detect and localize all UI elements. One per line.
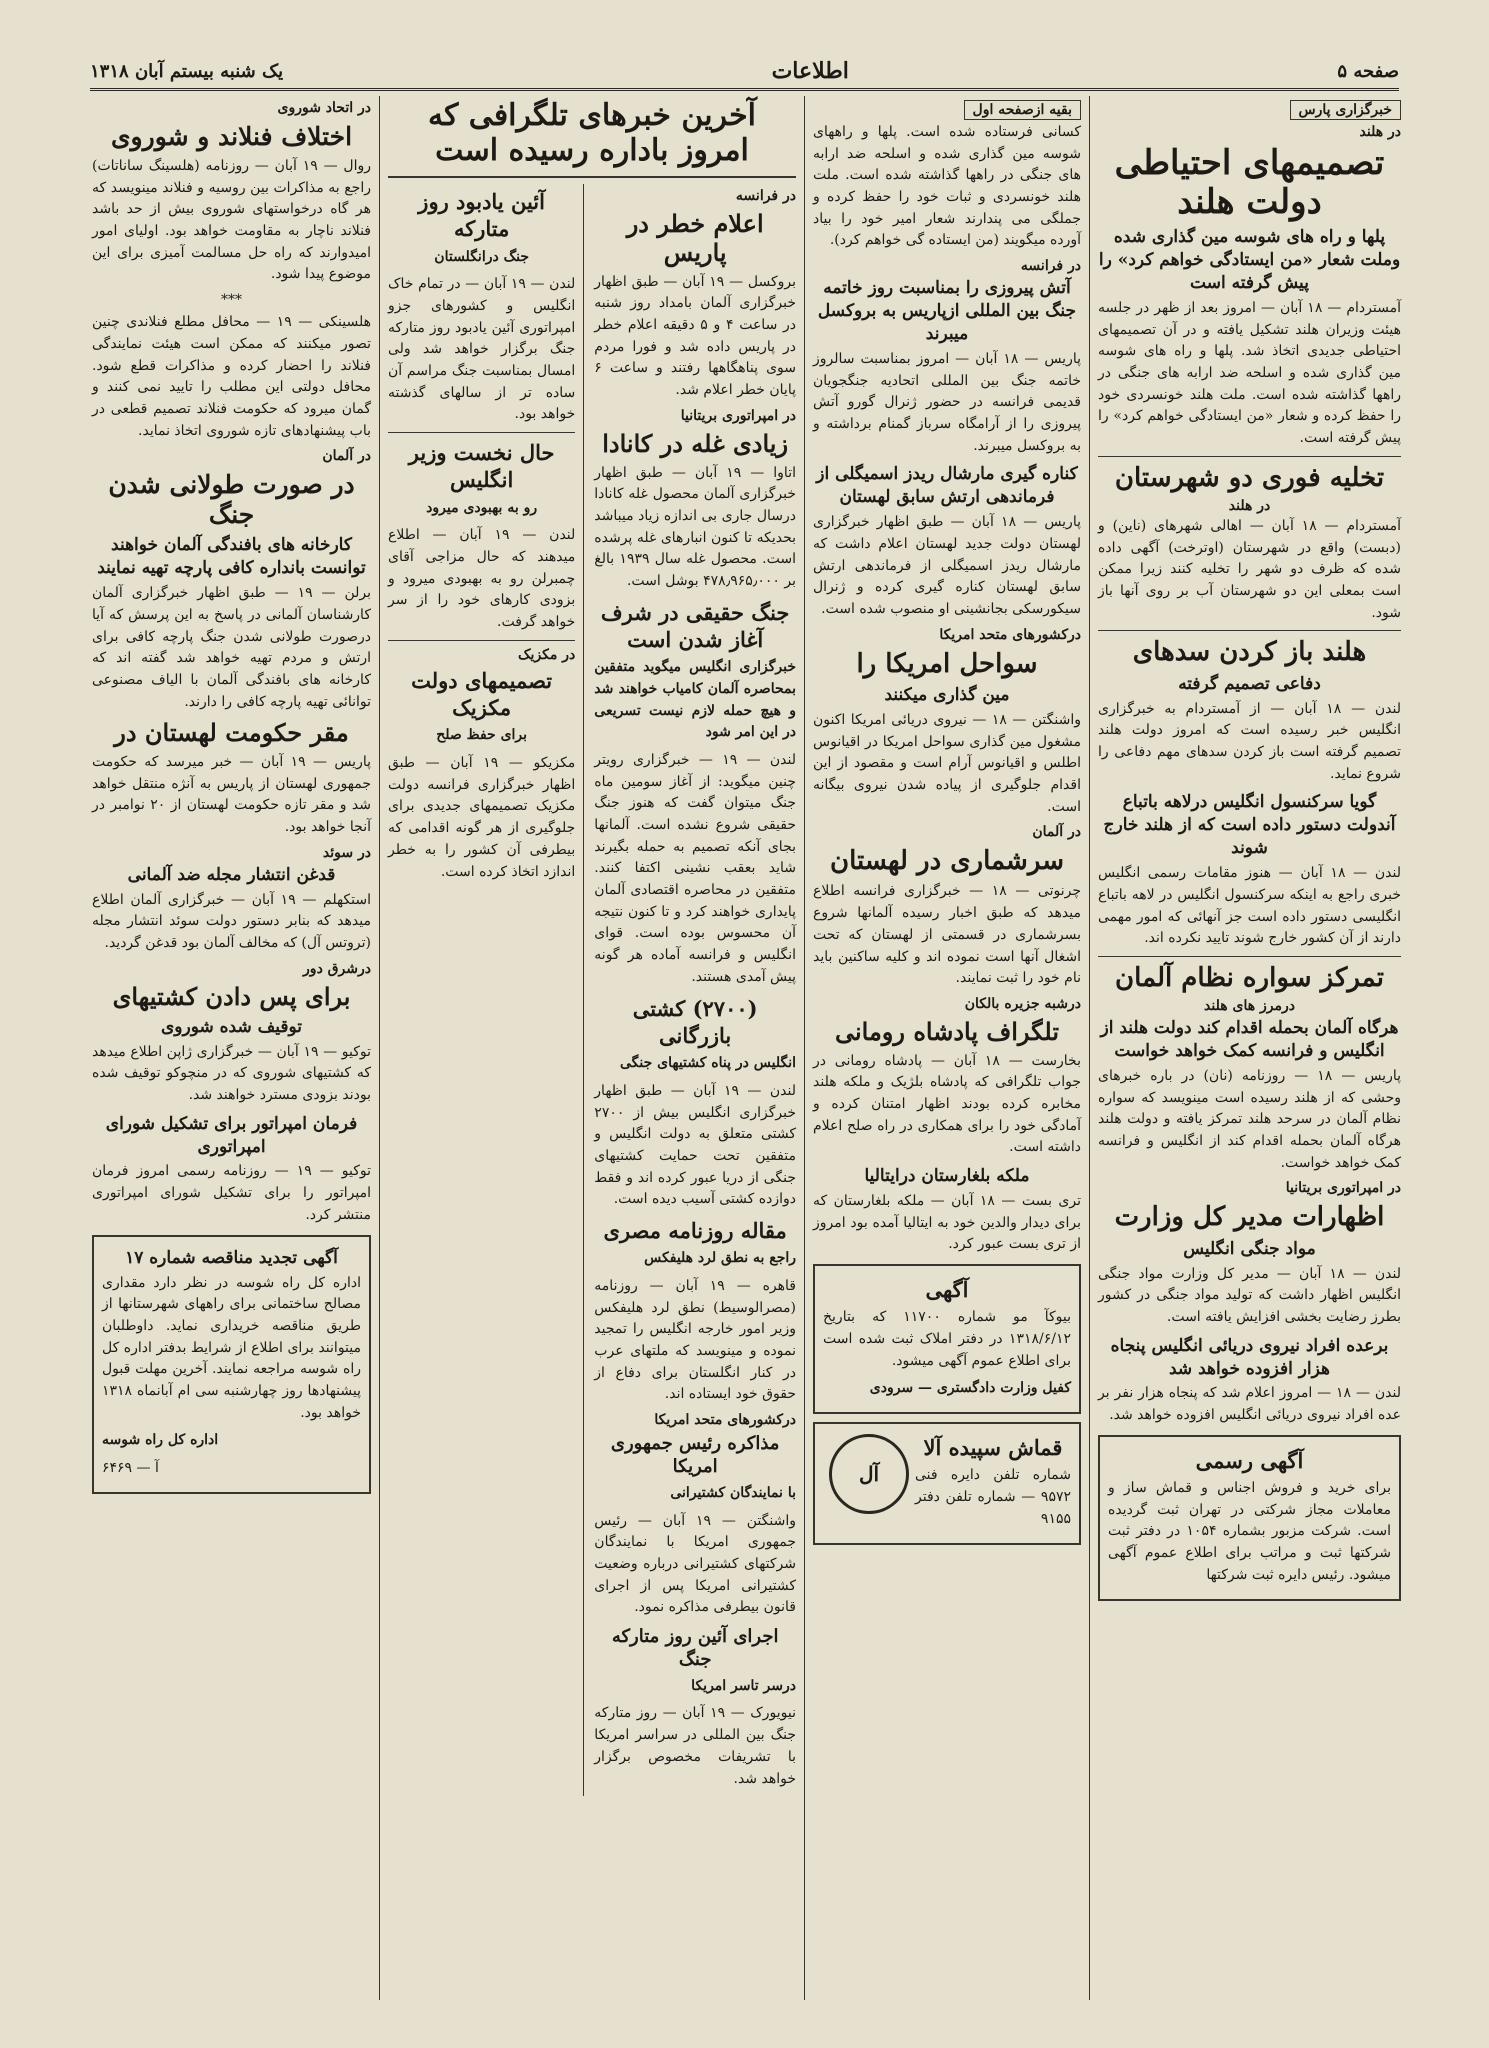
section-tag: بقیه ازصفحه اول bbox=[813, 100, 1081, 120]
headline-paris-alert: اعلام خطر در پاریس bbox=[626, 209, 764, 267]
headline-long-war: در صورت طولانی شدن جنگ bbox=[108, 470, 355, 530]
headline-ships-return: برای پس دادن کشتیهای bbox=[112, 981, 351, 1011]
article-body: توکیو — ۱۹ آبان — خبرگزاری ژاپن اطلاع میدهد که کشتیهای شوروی که در منچوکو توقیف شده بودند بزودی مسترد خواهند شد. bbox=[92, 1043, 371, 1103]
issue-date: یک شنبه بیستم آبان ۱۳۱۸ bbox=[90, 60, 284, 82]
lead-subhead: پلها و راه های شوسه مین گذاری شده وملت شعار «من ایستادگی خواهم کرد» را پیش گرفته است bbox=[1098, 227, 1401, 294]
article-body: پاریس — ۱۸ — روزنامه (نان) در باره خبرهای وحشی که از هلند رسیده است مینویسد که سواره نظام آلمان در سرحد هلند تمرکز یافته و دولت هلند هرگاه آلمان بحمله اقدام کند از انگلیس و فرانسه کمک خواهد خواست. bbox=[1098, 1067, 1401, 1171]
article-body: لندن — ۱۹ آبان — طبق اظهار خبرگزاری انگلیس بیش از ۲۷۰۰ کشتی متعلق به دولت انگلیس و متفقین تحت حمایت کشتیهای جنگی از دریا عبور کرده اند و فقط دوازده کشتی آسیب دیده است. bbox=[594, 1082, 796, 1208]
headline-chamberlain: حال نخست وزیر انگلیس bbox=[408, 440, 555, 493]
region-label: درشرق دور bbox=[303, 960, 371, 977]
headline-mexico: تصمیمهای دولت مکزیک bbox=[411, 667, 553, 721]
page-number: صفحه ۵ bbox=[1337, 60, 1399, 82]
logo-seal: آل bbox=[829, 1434, 909, 1514]
article-body: پاریس — ۱۸ آبان — طبق اظهار خبرگزاری لهستان دولت جدید لهستان اعلام داشت که مارشال ریدز اسمیگلی از فرماندهی ارتش سابق لهستان کناره گیری کرده و ژنرال سیکورسکی بجانشینی او منصوب شده است. bbox=[813, 514, 1081, 617]
article-subhead: درسر تاسر امریکا bbox=[691, 1677, 796, 1694]
article-body: برلن — ۱۹ — طبق اظهار خبرگزاری آلمان کارشناسان آلمانی در پاسخ به این پرسش که آیا درصورت طولانی شدن جنگ پارچه کافی برای ارتش و مردم تهیه خواهد شد گفته اند که کارخانه های بافندگی آلمان با الیاف مصنوعی توانائی تهیه پارچه کافی را دارند. bbox=[92, 585, 371, 710]
article-subhead: با نمایندگان کشتیرانی bbox=[670, 1484, 796, 1501]
headline-poland-seat: مقر حکومت لهستان در bbox=[114, 718, 349, 748]
subhead-ships-return: توقیف شده شوروی bbox=[160, 1016, 303, 1037]
article-body: مکزیکو — ۱۹ آبان — طبق اظهار خبرگزاری فرانسه دولت مکزیک تصمیمهای جدیدی برای جلوگیری از هر گونه اقدامی که بیطرفی آن کشور را به خطر اندازد اتخاذ کرده است. bbox=[388, 755, 576, 880]
headline-navy: برعده افراد نیروی دریائی انگلیس پنجاه هزار افزوده خواهد شد bbox=[1110, 1335, 1389, 1379]
article-subhead: جنگ درانگلستان bbox=[434, 248, 529, 265]
article-body: هلسینکی — ۱۹ — محافل مطلع فنلاندی چنین تصور میکنند که ممکن است هیئت نمایندگی فنلاند را احضار کرده و مذاکرات قطع شود. محافل دولتی این مطلب را تایید نمی کنند و گمان میرود که حکومت فنلاند تصمیم قطعی در باب پیشنهادهای تازه شوروی اتخاذ نماید. bbox=[92, 314, 372, 439]
article-body: بخارست — ۱۸ آبان — پادشاه رومانی در جواب تلگرافی که پادشاه بلژیک و ملکه هلند مخابره کرده بودند اظهار امتنان کرده و آمادگی خود را برای همکاری در راه صلح اعلام داشته است. bbox=[813, 1052, 1081, 1156]
article-body: اتاوا — ۱۹ آبان — طبق اظهار خبرگزاری آلمان محصول غله کانادا درسال جاری بی اندازه زیاد میباشد بحدیکه تا کنون انبارهای غله پرشده است. محصول غله سال ۱۹۳۹ بالغ بر ۴۷۸٫۹۶۵٫۰۰۰ بوشل است. bbox=[594, 464, 796, 589]
headline-bulgaria: ملکه بلغارستان درایتالیا bbox=[864, 1166, 1030, 1187]
article-body: کسانی فرستاده شده است. پلها و راههای شوسه مین گذاری شده و اسلحه ضد ارابه های جنگی در راهها گذاشته شده است. ملت هلند خونسردی و ثبات خود را حفظ کرده و جملگی می پندارند شعار امیر خود را بیاد آورده میگویند (من ایستاده گی خواهم کرد). bbox=[813, 124, 1081, 249]
headline-dams: هلند باز کردن سدهای bbox=[1132, 637, 1367, 668]
article-body: پاریس — ۱۸ آبان — امروز بمناسبت سالروز خاتمه جنگ بین المللی اتحادیه جنگجویان قدیمی فرانسه در حضور ژنرال گورو آتش پیروزی را از آرامگاه سرباز گمنام برداشته و به بروکسل میبرند. bbox=[813, 350, 1081, 454]
article-body: لندن — ۱۹ آبان — اطلاع میدهند که حال مزاجی آقای چمبرلن رو به بهبودی میرود و بزودی کارهای خود را از سر خواهد گرفت. bbox=[388, 527, 576, 631]
subhead-dams: دفاعی تصمیم گرفته bbox=[1178, 673, 1321, 694]
article-body: بروکسل — ۱۹ آبان — طبق اظهار خبرگزاری آلمان بامداد روز شنبه در ساعت ۴ و ۵ دقیقه اعلام خطر در پاریس داده شد و فورا مردم سوی پناهگاهها رفتند و ساعت ۶ پایان خطر اعلام شد. bbox=[594, 273, 796, 399]
article-body: توکیو — ۱۹ — روزنامه رسمی امروز فرمان امپراتور را برای تشکیل شورای امپراتوری منتشر کرد. bbox=[92, 1163, 371, 1223]
headline-marshal: کناره گیری مارشال ریدز اسمیگلی از فرماندهی ارتش سابق لهستان bbox=[816, 464, 1078, 508]
headline-armistice-us: اجرای آئین روز متارکه جنگ bbox=[611, 1625, 779, 1671]
article-subhead: رو به بهبودی میرود bbox=[426, 499, 538, 516]
region-label: درکشورهای متحد امریکا bbox=[654, 1412, 796, 1429]
lead-body: آمستردام — ۱۸ آبان — امروز بعد از ظهر در جلسه هیئت وزیران هلند تشکیل یافته و در آن تصمیمهای احتیاطی جدیدی اتخاذ شد. پلها و راه های شوسه مین گذاری شده و اسلحه ضد ارابه های جنگی در راهها گذاشته شده است. ملت هلند خونسردی خود را حفظ کرده و شعار «من ایستادگی خواهم کرد» را پیش گرفته است. bbox=[1098, 300, 1401, 447]
center-left bbox=[388, 184, 584, 1796]
ad-body: بیوکآ مو شماره ۱۱۷۰۰ که بتاریخ ۱۳۱۸/۶/۱۲ در دفتر املاک ثبت شده است برای اطلاع عموم آگهی میشود. bbox=[823, 1309, 1071, 1369]
official-ad bbox=[1098, 1435, 1401, 1601]
headline-census: سرشماری در لهستان bbox=[830, 846, 1064, 877]
paper-name: اطلاعات bbox=[771, 58, 849, 84]
article-body: لندن — ۱۸ آبان — هنوز مقامات رسمی انگلیس خبری راجع به اینکه سرکنسول انگلیس در لاهه باتباع انگلیسی دستور داده است جز آنهائی که امور مهمی دارند از آن کشور خارج شوند تایید نکرده اند. bbox=[1098, 865, 1401, 947]
article-body: لندن — ۱۹ آبان — در تمام خاک انگلیس و کشورهای جزو امپراتوری آئین یادبود روز متارکه جنگ برگزار خواهد شد ولی امسال بمناسبت جنگ مراسم آن ساده تر از سالهای گذشته خواهد بود. bbox=[388, 276, 576, 423]
article-body: تری بست — ۱۸ آبان — ملکه بلغارستان که برای دیدار والدین خود به ایتالیا آمده بود امروز از تری بست عبور کرد. bbox=[813, 1193, 1081, 1253]
ad-box bbox=[813, 1264, 1081, 1414]
article-body: پاریس — ۱۹ آبان — خبر میرسد که حکومت جمهوری لهستان از پاریس به آنژه منتقل خواهد شد و مقر تازه حکومت لهستان از ۲۰ نوامبر در آنجا خواهد بود. bbox=[92, 754, 372, 836]
section-tag: خبرگزاری پارس bbox=[1098, 100, 1401, 120]
region-label: در فرانسه bbox=[1020, 258, 1081, 275]
headline-canada: زیادی غله در کانادا bbox=[602, 428, 789, 458]
region-label: در آلمان bbox=[1032, 824, 1081, 841]
headline-coasts: سواحل امریکا را bbox=[856, 648, 1038, 679]
masthead bbox=[90, 54, 1399, 91]
headline-romania: تلگراف پادشاه رومانی bbox=[834, 1016, 1060, 1046]
headline-real-war: جنگ حقیقی در شرف آغاز شدن است bbox=[600, 599, 790, 652]
separator-stars: *** bbox=[221, 292, 242, 309]
article-body: واشنگتن — ۱۸ — نیروی دریائی امریکا اکنون مشغول مین گذاری سواحل امریکا در اقیانوس اطلس و اقیانوس آرام است و مقصود از این اقدام جلوگیری از پیاده شدن نیروی بیگانه است. bbox=[813, 711, 1081, 815]
lead-headline: تصمیمهای احتیاطی دولت هلند bbox=[1114, 143, 1385, 223]
ad-title: آگهی bbox=[925, 1277, 969, 1303]
article-subhead: انگلیس در پناه کشتیهای جنگی bbox=[620, 1055, 796, 1072]
latest-news-banner: آخرین خبرهای تلگرافی که امروز باداره رسیده است bbox=[388, 96, 796, 178]
ad-body: اداره کل راه شوسه در نظر دارد مقداری مصالح ساختمانی برای راههای شهرستانها از طریق مناقصه خریداری نماید. داوطلبان میتوانند برای اطلاع از شرایط بدفتر اداره کل راه شوسه مراجعه نمایند. آخرین مهلت قبول پیشنهادها روز چهارشنبه سی ام آبانماه ۱۳۱۸ خواهد بود. bbox=[102, 1274, 361, 1421]
region-label: در امپراتوری بریتانیا bbox=[1285, 1180, 1401, 1197]
region-label: در مکزیک bbox=[518, 646, 576, 663]
region-label: در فرانسه bbox=[735, 188, 796, 204]
article-body: لندن — ۱۸ — امروز اعلام شد که پنجاه هزار نفر بر عده افراد نیروی دریائی انگلیس افزوده خواهد شد. bbox=[1098, 1385, 1401, 1424]
article-body: لندن — ۱۸ آبان — از آمستردام به خبرگزاری انگلیس خبر رسیده است که امروز دولت هلند تصمیم گرفته است باز کردن سدهای مهم دفاعی را شروع نماید. bbox=[1098, 700, 1401, 782]
ad-box-textile bbox=[813, 1422, 1081, 1544]
headline-finland: اختلاف فنلاند و شوروی bbox=[110, 122, 353, 151]
ad-body: شماره تلفن دایره فنی ۹۵۷۲ — شماره تلفن دفتر ۹۱۵۵ bbox=[915, 1467, 1071, 1527]
subhead-minister: مواد جنگی انگلیس bbox=[1183, 1238, 1316, 1259]
article-body: لندن — ۱۹ — خبرگزاری رویتر چنین میگوید: از آغاز سومین ماه جنگ میتوان گفت که هنوز جنگ حقیقی شروع نشده است. آلمانها بجای آنکه تصمیم به حمله بگیرند شاید بعقب نشینی اکتفا کنند. متفقین در محاصره اقتصادی آلمان پایداری خواهند کرد و تا کنون نتیجه آن محسوس بوده است. قوای انگلیس و فرانسه آماده هر گونه پیش آمدی هستند. bbox=[594, 751, 796, 985]
article-subhead: خبرگزاری انگلیس میگوید متفقین بمحاصره آلمان کامیاب خواهند شد و هیچ حمله لازم نیست تسریعی در این امر شود bbox=[594, 659, 796, 741]
region-label: در هلند bbox=[1359, 124, 1401, 140]
article-body: استکهلم — ۱۹ آبان — خبرگزاری آلمان اطلاع میدهد که بنابر دستور دولت سوئد انتشار مجله (تروتس آل) که مخالف آلمان بود قدغن گردید. bbox=[92, 891, 371, 952]
ad-signature: اداره کل راه شوسه bbox=[102, 1432, 219, 1449]
article-body: واشنگتن — ۱۹ آبان — رئیس جمهوری امریکا با نمایندگان شرکتهای کشتیرانی درباره وضعیت کشتیرانی امریکا پس از اجرای قانون بیطرفی مذاکره نمود. bbox=[594, 1512, 796, 1616]
article-subhead: برای حفظ صلح bbox=[436, 727, 528, 744]
region-label: در اتحاد شوروی bbox=[277, 100, 371, 116]
headline-egypt: مقاله روزنامه مصری bbox=[603, 1217, 787, 1243]
headline-armistice-uk: آئین یادبود روز متارکه bbox=[418, 189, 545, 242]
headline-emperor: فرمان امپراتور برای تشکیل شورای امپراتوری bbox=[105, 1113, 358, 1157]
article-body: نیویورک — ۱۹ آبان — روز متارکه جنگ بین المللی در سراسر امریکا با تشریفات مخصوص برگزار خواهد شد. bbox=[594, 1705, 796, 1787]
headline-cavalry: تمرکز سواره نظام آلمان bbox=[1115, 962, 1384, 993]
headline-evacuation: تخلیه فوری دو شهرستان bbox=[1114, 462, 1385, 493]
tender-ad bbox=[92, 1235, 371, 1494]
article-body: قاهره — ۱۹ آبان — روزنامه (مصرالوسیط) نطق لرد هلیفکس وزیر امور خارجه انگلیس را تمجید نموده و مینویسد که ملتهای عرب در کنار انگلستان برای دفاع از حقوق خود ایستاده اند. bbox=[594, 1277, 796, 1403]
article-body: لندن — ۱۸ آبان — مدیر کل وزارت مواد جنگی انگلیس اظهار داشت که تولید مواد جنگی در کشور بطرز رضایت بخشی افزایش یافته است. bbox=[1098, 1265, 1401, 1325]
subhead-textile: کارخانه های بافندگی آلمان خواهند توانست بانداره کافی پارچه تهیه نمایند bbox=[97, 535, 366, 579]
column-second bbox=[804, 96, 1089, 2000]
column-left bbox=[84, 96, 379, 2000]
headline-ships: (۲۷۰۰) کشتی بازرگانی bbox=[632, 995, 758, 1048]
region-label: در هلند bbox=[1228, 498, 1271, 514]
headline-fire: آتش پیروزی را بمناسبت روز خاتمه جنگ بین المللی ازپاریس به بروکسل میبرند bbox=[817, 278, 1077, 344]
article-subhead: راجع به نطق لرد هلیفکس bbox=[644, 1250, 796, 1267]
region-label: در امپراتوری بریتانیا bbox=[680, 407, 796, 424]
region-label: درمرز های هلند bbox=[1204, 998, 1295, 1015]
ad-code: آ — ۶۴۶۹ bbox=[102, 1460, 159, 1477]
ad-body: برای خرید و فروش اجناس و قماش ساز و معاملات مجاز شرکتی در تهران ثبت گردیده است. شرکت مزبور بشماره ۱۰۵۴ در دفتر ثبت شرکتها ثبت و مراتب برای اطلاع عموم آگهی میشود. رئیس دایره ثبت شرکتها bbox=[1108, 1480, 1391, 1583]
subhead-cavalry: هرگاه آلمان بحمله اقدام کند دولت هلند از انگلیس و فرانسه کمک خواهد خواست bbox=[1100, 1018, 1399, 1061]
center-right bbox=[594, 184, 796, 1796]
headline-consul: گویا سرکنسول انگلیس درلاهه باتباع آندولت دستور داده است که از هلند خارج شوند bbox=[1103, 792, 1396, 859]
ad-title: آگهی رسمی bbox=[1195, 1447, 1304, 1473]
article-body: چرنوتی — ۱۸ — خبرگزاری فرانسه اطلاع میدهد که طبق اخبار رسیده آلمانها شروع بسرشماری در قسمتی از لهستان که تحت اشغال آنها است نموده اند و کلیه ساکنین باید نام خود را ثبت نمایند. bbox=[813, 883, 1081, 987]
article-body: روال — ۱۹ آبان — روزنامه (هلسینگ ساناتات) راجع به مذاکرات بین روسیه و فنلاند مینویسد که هر گاه درخواستهای شوروی بیش از حد باشد فنلاند ناچار به مقاومت خواهد بود. اولیای امور امیدوارند که راه حل مسالمت آمیزی برای این موضوع پیدا شود. bbox=[92, 158, 371, 283]
region-label: درشبه جزیره بالکان bbox=[964, 995, 1081, 1012]
article-body: آمستردام — ۱۸ آبان — اهالی شهرهای (ناین) و (دبست) واقع در شهرستان (اوترخت) آگهی داده شده که ظرف دو شهر را تخلیه کنند زیرا ممکن است بمعلی این دو شهرستان آب بر روی آنها باز شود. bbox=[1098, 518, 1401, 621]
headline-minister: اظهارات مدیر کل وزارت bbox=[1114, 1202, 1385, 1233]
ad-title: قماش سپیده آلا bbox=[923, 1435, 1063, 1461]
column-right bbox=[1089, 96, 1409, 2000]
subhead-coasts: مین گذاری میکنند bbox=[884, 684, 1010, 705]
region-label: در سوئد bbox=[322, 844, 371, 861]
ad-title: آگهی تجدید مناقصه شماره ۱۷ bbox=[125, 1247, 338, 1268]
center-split bbox=[388, 184, 796, 1796]
region-label: در آلمان bbox=[322, 448, 371, 465]
region-label: درکشورهای متحد امریکا bbox=[939, 626, 1081, 643]
headline-president: مذاکره رئیس جمهوری امریکا bbox=[610, 1433, 780, 1478]
ad-signature: کفیل وزارت دادگستری — سرودی bbox=[869, 1380, 1071, 1397]
column-center bbox=[379, 96, 804, 2000]
headline-sweden: قدغن انتشار مجله ضد آلمانی bbox=[127, 864, 336, 885]
